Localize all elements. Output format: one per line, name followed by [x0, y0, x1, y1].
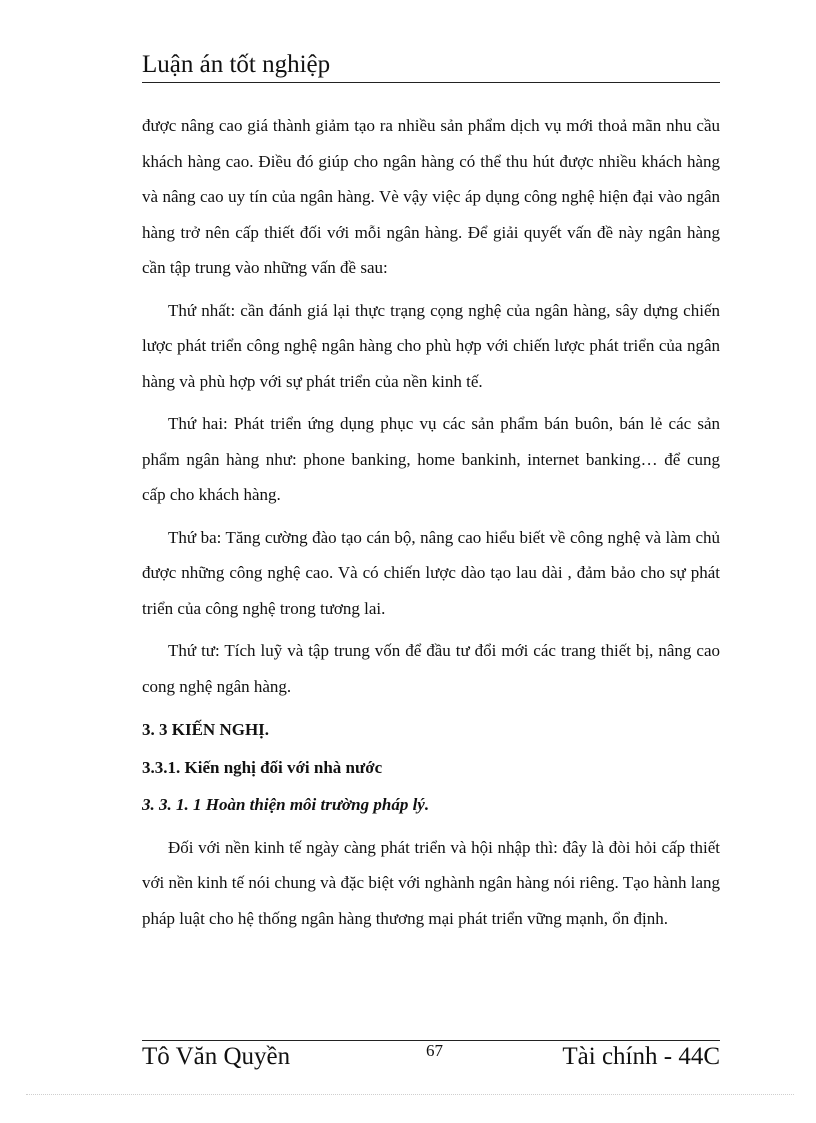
running-header-title: Luận án tốt nghiệp [142, 51, 331, 78]
document-body [142, 108, 720, 936]
intro-paragraph: được nâng cao giá thành giảm tạo ra nhiều sản phẩm dịch vụ mới thoả mãn nhu cầu khách hàng cao. Điều đó giúp cho ngân hàng có thể thu hút được nhiều khách hàng và nâng cao uy tín của ngân hàng. Vè vậy việc áp dụng công nghệ hiện đại vào ngân hàng trở nên cấp thiết đối với mỗi ngân hàng. Để giải quyết vấn đề này ngân hàng cần tập trung vào những vấn đề sau: [142, 116, 720, 277]
page-edge-divider [26, 1094, 794, 1095]
legal-environment-paragraph: Đối với nền kinh tế ngày càng phát triển và hội nhập thì: đây là đòi hỏi cấp thiết với nền kinh tế nói chung và đặc biệt với nghành ngân hàng nói riêng. Tạo hành lang pháp luật cho hệ thống ngân hàng thương mại phát triển vững mạnh, ổn định. [142, 837, 720, 928]
point-two-paragraph: Thứ hai: Phát triển ứng dụng phục vụ các sản phẩm bán buôn, bán lẻ các sản phẩm ngân hàng như: phone banking, home bankinh, internet banking… để cung cấp cho khách hàng. [142, 414, 720, 504]
point-four-paragraph: Thứ tư: Tích luỹ và tập trung vốn để đầu tư đổi mới các trang thiết bị, nâng cao cong nghệ ngân hàng. [142, 641, 720, 696]
page-number: 67 [426, 1041, 443, 1060]
header-rule [142, 82, 720, 83]
subsection-heading: 3.3.1. Kiến nghị đối với nhà nước [142, 757, 383, 777]
subsubsection-heading: 3. 3. 1. 1 Hoàn thiện môi trường pháp lý. [142, 795, 430, 814]
footer-class-label: Tài chính - 44C [562, 1043, 720, 1070]
point-one-paragraph: Thứ nhất: cần đánh giá lại thực trạng cọng nghệ của ngân hàng, sây dựng chiến lược phát triển công nghệ ngân hàng cho phù hợp với chiến lược phát triển của ngân hàng và phù hợp với sự phát triển của nền kinh tế. [142, 300, 720, 391]
point-three-paragraph: Thứ ba: Tăng cường đào tạo cán bộ, nâng cao hiểu biết về công nghệ và làm chủ được những công nghệ cao. Và có chiến lược dào tạo lau dài , đảm bảo cho sự phát triển của công nghệ trong tương lai. [142, 527, 720, 618]
section-heading: 3. 3 KIẾN NGHỊ. [142, 720, 270, 739]
footer-author: Tô Văn Quyền [142, 1043, 291, 1070]
